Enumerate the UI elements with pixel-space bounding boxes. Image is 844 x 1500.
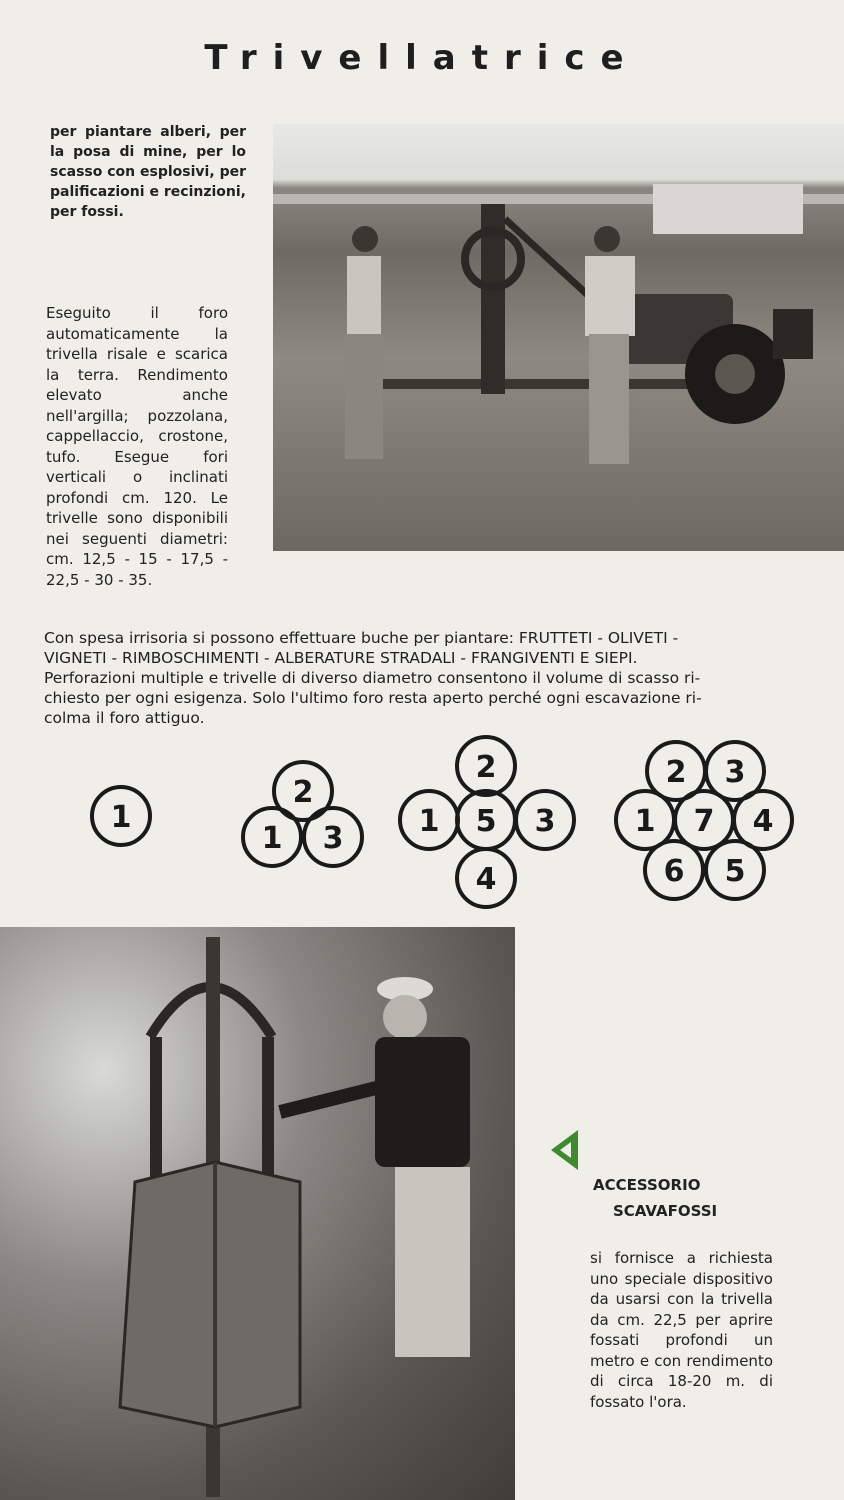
hole-pattern-diagram <box>0 730 844 920</box>
hole-number: 1 <box>110 800 132 835</box>
hole-number: 2 <box>475 750 497 785</box>
photo-trench-accessory <box>0 927 515 1500</box>
paragraph-line: VIGNETI - RIMBOSCHIMENTI - ALBERATURE STRADALI - FRANGIVENTI E SIEPI. <box>44 649 638 667</box>
hole-number: 2 <box>665 755 687 790</box>
photo-auger-tractor <box>273 124 844 551</box>
accessory-title <box>593 1172 793 1224</box>
hole-number: 3 <box>322 821 344 856</box>
page-title: Trivellatrice <box>204 38 640 78</box>
hole-number: 5 <box>724 854 746 889</box>
hole-number: 6 <box>663 854 685 889</box>
paragraph-line: Con spesa irrisoria si possono effettuare buche per piantare: FRUTTETI - OLIVETI - <box>44 629 679 647</box>
intro-text: per piantare alberi, per la posa di mine, per lo scasso con esplosivi, per palificazioni e recinzioni, per fossi. <box>50 124 246 220</box>
paragraph-line: chiesto per ogni esigenza. Solo l'ultimo foro resta aperto perché ogni escavazione ri- <box>44 689 702 707</box>
hole-number: 1 <box>634 804 656 839</box>
uses-paragraph <box>44 628 820 728</box>
paragraph-line: Perforazioni multiple e trivelle di diverso diametro consentono il volume di scasso ri- <box>44 669 701 687</box>
photo-auger-tractor-illustration <box>273 124 844 551</box>
hole-number: 1 <box>261 821 283 856</box>
triangle-pointer-icon <box>548 1128 582 1172</box>
hole-number: 1 <box>418 804 440 839</box>
hole-number: 7 <box>693 804 715 839</box>
hole-number: 5 <box>475 804 497 839</box>
accessory-title-line1: ACCESSORIO <box>593 1176 701 1194</box>
hole-number: 3 <box>534 804 556 839</box>
hole-number: 4 <box>475 862 497 897</box>
accessory-title-line2: SCAVAFOSSI <box>613 1202 718 1220</box>
accessory-text: si fornisce a richiesta uno speciale dispositivo da usarsi con la trivella da cm. 22,5 per aprire fossati profondi un metro e con rendimento di circa 18-20 m. di fossato l'ora. <box>590 1249 773 1411</box>
description-text: Eseguito il foro automaticamente la trivella risale e scarica la terra. Rendimento elevato anche nell'argilla; pozzolana, cappellaccio, crostone, tufo. Esegue fori verticali o inclinati profondi cm. 120. Le trivelle sono disponibili nei seguenti diametri: cm. 12,5 - 15 - 17,5 - 22,5 - 30 - 35. <box>46 304 228 589</box>
photo-trench-accessory-illustration <box>0 927 515 1500</box>
paragraph-line: colma il foro attiguo. <box>44 709 205 727</box>
hole-number: 3 <box>724 755 746 790</box>
hole-number: 4 <box>752 804 774 839</box>
hole-number: 2 <box>292 775 314 810</box>
